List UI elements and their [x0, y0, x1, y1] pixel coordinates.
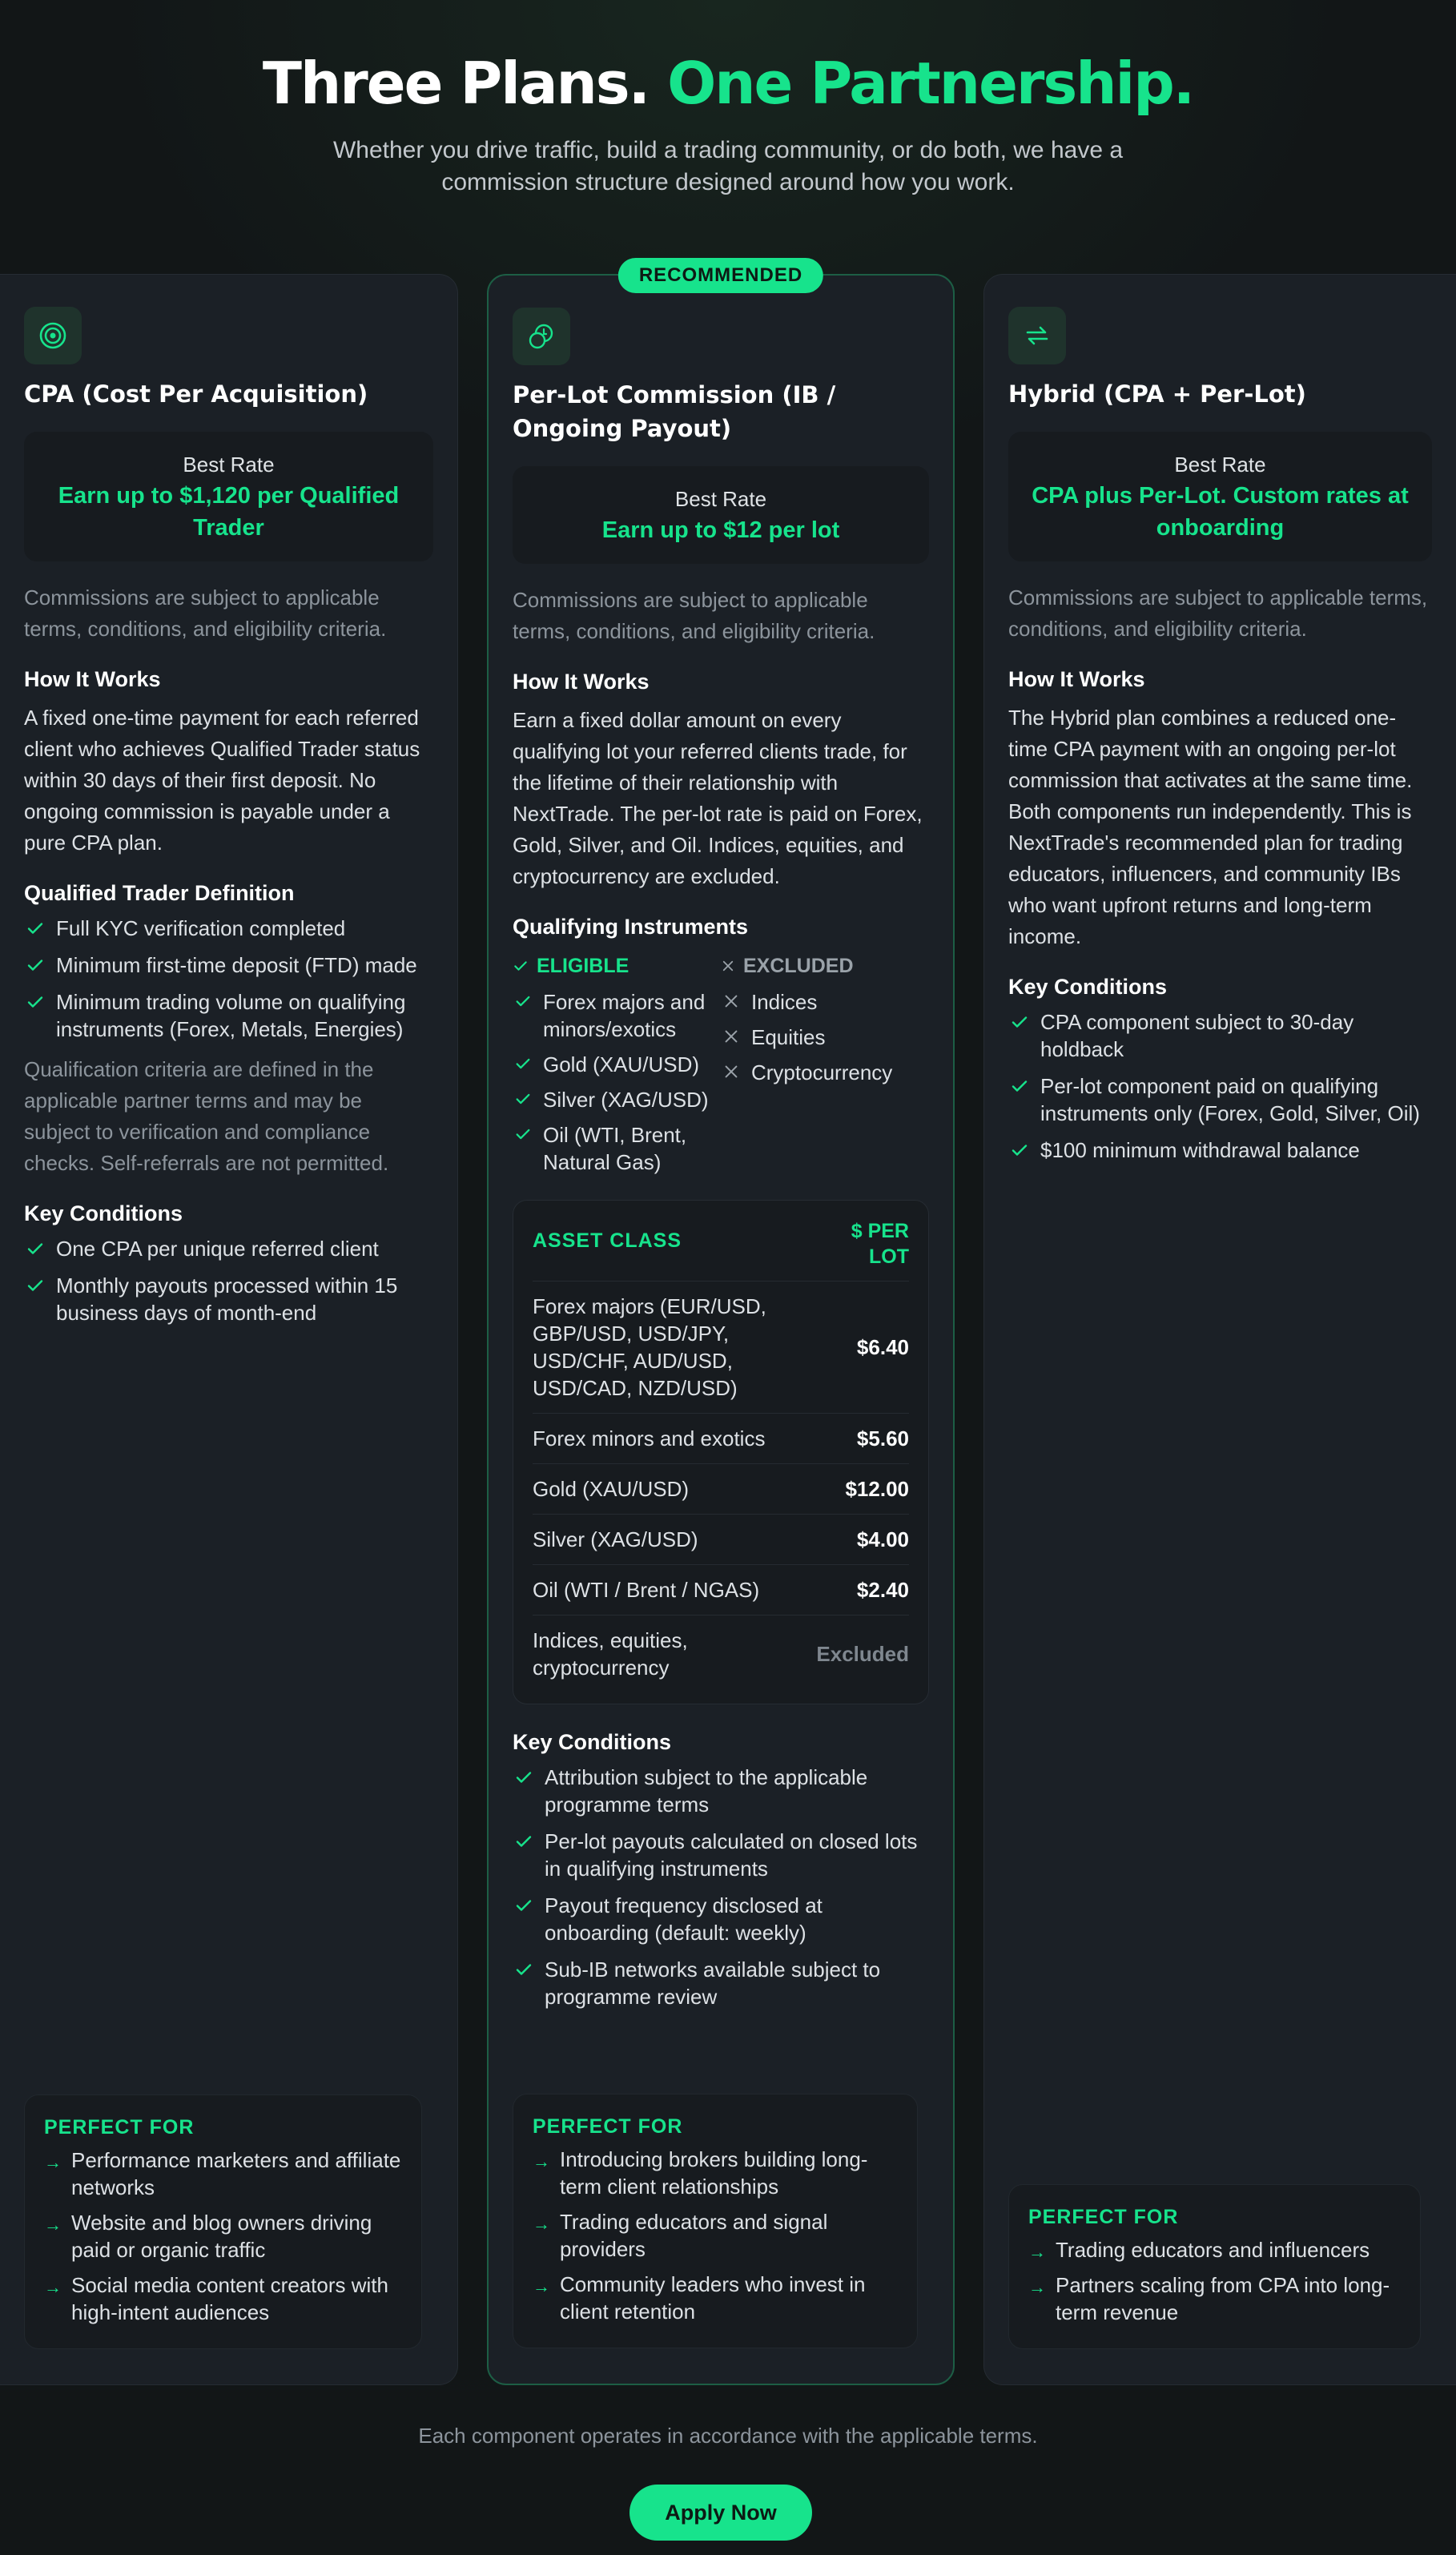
eligible-item-text: Oil (WTI, Brent, Natural Gas): [543, 1123, 687, 1174]
how-it-works-text: A fixed one-time payment for each referred client who achieves Qualified Trader status within 30 days of their first deposit. No ongoing commission is payable under a pure CPA plan.: [24, 706, 420, 855]
list-item: [24, 1235, 433, 1262]
list-item-text: Trading educators and signal providers: [560, 2210, 828, 2261]
list-item: [533, 2271, 898, 2325]
qualified-trader-heading: Qualified Trader Definition: [24, 881, 295, 905]
check-icon: [26, 919, 45, 938]
excluded-item-text: Cryptocurrency: [751, 1060, 893, 1084]
per-lot-header: $ PER LOT: [851, 1220, 909, 1268]
check-icon: [1010, 1012, 1029, 1032]
perfect-for-heading: PERFECT FOR: [44, 2116, 195, 2139]
list-item-text: One CPA per unique referred client: [56, 1237, 379, 1261]
list-item: [44, 2209, 402, 2263]
qualifying-instruments-heading: Qualifying Instruments: [513, 915, 749, 939]
list-item: [513, 1956, 929, 2010]
check-icon: [26, 1239, 45, 1258]
plan-card-cpa: [0, 274, 458, 2385]
list-item-text: Payout frequency disclosed at onboarding (default: weekly): [545, 1893, 823, 1945]
eligible-item-text: Silver (XAG/USD): [543, 1088, 709, 1112]
asset-rate: $12.00: [845, 1476, 909, 1501]
how-it-works-heading: How It Works: [513, 670, 650, 694]
key-conditions-list: [24, 1235, 433, 1326]
table-row: [533, 1413, 909, 1463]
eligible-column: [513, 952, 721, 1176]
check-icon: [514, 1055, 532, 1072]
asset-name: Indices, equities, cryptocurrency: [533, 1628, 688, 1680]
list-item-text: Monthly payouts processed within 15 business days of month-end: [56, 1273, 398, 1325]
arrow-right-icon: →: [44, 2152, 62, 2172]
list-item: [1008, 1008, 1432, 1063]
best-rate-box: [513, 466, 929, 564]
plan-title: CPA (Cost Per Acquisition): [24, 380, 368, 408]
footer-note: Each component operates in accordance with the applicable terms.: [418, 2424, 1038, 2448]
key-conditions-list: [1008, 1008, 1432, 1164]
perfect-for-heading: PERFECT FOR: [533, 2115, 683, 2138]
asset-class-header: ASSET CLASS: [533, 1229, 682, 1252]
list-item: [1008, 1137, 1432, 1164]
list-item-text: Minimum first-time deposit (FTD) made: [56, 953, 417, 977]
plan-title: Per-Lot Commission (IB / Ongoing Payout): [513, 381, 836, 442]
best-rate-value: Earn up to $1,120 per Qualified Trader: [58, 483, 400, 541]
eligible-heading: [513, 952, 721, 980]
list-item-text: Attribution subject to the applicable programme terms: [545, 1765, 868, 1817]
list-item: [24, 915, 433, 942]
list-item: [1028, 2236, 1401, 2263]
best-rate-label: Best Rate: [674, 487, 767, 511]
asset-rate: $4.00: [856, 1527, 909, 1551]
how-it-works-heading: How It Works: [24, 667, 161, 691]
list-item-text: Per-lot component paid on qualifying instruments only (Forex, Gold, Silver, Oil): [1040, 1074, 1420, 1125]
list-item: [513, 1828, 929, 1882]
qualified-trader-list: [24, 915, 433, 1043]
check-icon: [1010, 1076, 1029, 1096]
check-icon: [26, 1276, 45, 1295]
x-icon: [722, 992, 740, 1010]
eligible-item: [513, 988, 721, 1043]
best-rate-box: [1008, 432, 1432, 561]
asset-rate: $6.40: [856, 1334, 909, 1359]
list-item: [533, 2146, 898, 2200]
title-part-1: Three Plans.: [262, 50, 650, 117]
how-it-works-heading: How It Works: [1008, 667, 1145, 691]
plan-title: Hybrid (CPA + Per-Lot): [1008, 380, 1306, 408]
eligible-item: [513, 1086, 721, 1113]
section-header: [0, 46, 1456, 199]
list-item-text: $100 minimum withdrawal balance: [1040, 1138, 1360, 1162]
eligible-item: [513, 1051, 721, 1078]
table-row: [533, 1281, 909, 1413]
check-icon: [514, 1960, 533, 1979]
coins-icon: [513, 308, 570, 365]
arrow-right-icon: →: [1028, 2242, 1046, 2262]
title-part-2: One Partnership.: [667, 50, 1194, 117]
asset-name: Gold (XAU/USD): [533, 1477, 690, 1501]
how-it-works-text: The Hybrid plan combines a reduced one-time CPA payment with an ongoing per-lot commission that activates at the same time. Both components run independently. This is NextTrade's recommended plan for trading educators, influencers, and community IBs who want upfront returns and long-term income.: [1008, 706, 1413, 948]
perfect-for-list: [44, 2147, 402, 2326]
check-icon: [514, 1125, 532, 1143]
perfect-for-box: [513, 2094, 918, 2348]
asset-name: Silver (XAG/USD): [533, 1527, 698, 1551]
x-icon: [722, 1028, 740, 1045]
perfect-for-heading: PERFECT FOR: [1028, 2206, 1179, 2228]
best-rate-label: Best Rate: [183, 453, 275, 477]
list-item: [1008, 1072, 1432, 1127]
swap-icon: [1008, 307, 1066, 364]
asset-rate: $5.60: [856, 1426, 909, 1451]
excluded-item-text: Indices: [751, 990, 818, 1014]
key-conditions-heading: Key Conditions: [24, 1201, 183, 1225]
table-row: [533, 1615, 909, 1692]
plan-card-hybrid: [983, 274, 1456, 2385]
excluded-item: [721, 1059, 929, 1086]
best-rate-value: CPA plus Per-Lot. Custom rates at onboarding: [1032, 483, 1409, 541]
disclaimer: Commissions are subject to applicable terms, conditions, and eligibility criteria.: [24, 585, 387, 641]
excluded-column: [721, 952, 929, 1176]
list-item: [1028, 2271, 1401, 2326]
disclaimer: Commissions are subject to applicable terms, conditions, and eligibility criteria.: [513, 588, 875, 643]
asset-rate: Excluded: [816, 1641, 909, 1666]
rate-table: [513, 1200, 929, 1704]
excluded-item: [721, 988, 929, 1016]
list-item-text: Trading educators and influencers: [1056, 2238, 1370, 2262]
perfect-for-list: [1028, 2236, 1401, 2326]
disclaimer: Commissions are subject to applicable terms, conditions, and eligibility criteria.: [1008, 585, 1428, 641]
how-it-works-text: Earn a fixed dollar amount on every qualifying lot your referred clients trade, for the lifetime of their relationship with NextTrade. The per-lot rate is paid on Forex, Gold, Silver, and Oil. Indices, equities, and cryptocurrency are excluded.: [513, 708, 923, 888]
best-rate-label: Best Rate: [1174, 453, 1266, 477]
list-item-text: Sub-IB networks available subject to programme review: [545, 1957, 881, 2009]
check-icon: [514, 1090, 532, 1108]
list-item-text: Minimum trading volume on qualifying instruments (Forex, Metals, Energies): [56, 990, 406, 1041]
list-item: [24, 952, 433, 979]
arrow-right-icon: →: [44, 2215, 62, 2235]
check-icon: [26, 956, 45, 975]
x-icon: [722, 1063, 740, 1080]
best-rate-box: [24, 432, 433, 561]
table-row: [533, 1514, 909, 1564]
list-item-text: Full KYC verification completed: [56, 916, 346, 940]
check-icon: [514, 1768, 533, 1787]
best-rate-value: Earn up to $12 per lot: [601, 517, 840, 543]
check-icon: [514, 1832, 533, 1851]
list-item: [44, 2147, 402, 2201]
check-icon: [26, 992, 45, 1012]
arrow-right-icon: →: [44, 2277, 62, 2297]
check-icon: [514, 992, 532, 1010]
arrow-right-icon: →: [533, 2276, 550, 2296]
excluded-heading: [721, 952, 929, 980]
target-icon: [24, 307, 82, 364]
list-item: [513, 1764, 929, 1818]
excluded-item-text: Equities: [751, 1025, 826, 1049]
perfect-for-box: [24, 2094, 422, 2349]
list-item-text: Community leaders who invest in client retention: [560, 2272, 866, 2324]
apply-now-button[interactable]: Apply Now: [629, 2485, 812, 2541]
list-item: [533, 2208, 898, 2263]
qualifying-instruments: [513, 952, 929, 1176]
plan-card-per-lot: [487, 264, 955, 2385]
arrow-right-icon: →: [1028, 2277, 1046, 2297]
list-item-text: Website and blog owners driving paid or organic traffic: [71, 2211, 372, 2262]
perfect-for-box: [1008, 2184, 1421, 2349]
page-subtitle: Whether you drive traffic, build a trading community, or do both, we have a commission structure designed around how you work.: [332, 137, 1124, 195]
table-row: [533, 1564, 909, 1615]
list-item-text: Per-lot payouts calculated on closed lots in qualifying instruments: [545, 1829, 918, 1881]
x-icon: [721, 959, 735, 973]
excluded-label: EXCLUDED: [743, 955, 854, 977]
check-icon: [514, 1896, 533, 1915]
key-conditions-heading: Key Conditions: [513, 1730, 672, 1754]
check-icon: [513, 958, 529, 974]
asset-rate: $2.40: [856, 1577, 909, 1602]
page-title: [0, 46, 1456, 120]
list-item: [513, 1892, 929, 1946]
qualification-note: Qualification criteria are defined in the applicable partner terms and may be subject to verification and compliance checks. Self-referrals are not permitted.: [24, 1057, 389, 1175]
recommended-badge: RECOMMENDED: [618, 258, 823, 293]
list-item: [44, 2271, 402, 2326]
arrow-right-icon: →: [533, 2151, 550, 2171]
list-item-text: Partners scaling from CPA into long-term revenue: [1056, 2273, 1390, 2324]
eligible-label: ELIGIBLE: [537, 955, 629, 977]
perfect-for-list: [533, 2146, 898, 2325]
key-conditions-heading: Key Conditions: [1008, 975, 1168, 999]
excluded-item: [721, 1024, 929, 1051]
list-item: [24, 988, 433, 1043]
check-icon: [1010, 1141, 1029, 1160]
list-item-text: CPA component subject to 30-day holdback: [1040, 1010, 1354, 1061]
list-item-text: Introducing brokers building long-term client relationships: [560, 2147, 868, 2199]
key-conditions-list: [513, 1764, 929, 2010]
list-item-text: Performance marketers and affiliate networks: [71, 2148, 401, 2199]
arrow-right-icon: →: [533, 2214, 550, 2234]
eligible-item-text: Gold (XAU/USD): [543, 1052, 700, 1076]
table-row: [533, 1463, 909, 1514]
list-item: [24, 1272, 433, 1326]
rate-table-header: [533, 1218, 909, 1281]
asset-name: Forex minors and exotics: [533, 1426, 766, 1451]
asset-name: Forex majors (EUR/USD, GBP/USD, USD/JPY, USD/CHF, AUD/USD, USD/CAD, NZD/USD): [533, 1294, 766, 1400]
list-item-text: Social media content creators with high-intent audiences: [71, 2273, 388, 2324]
eligible-item: [513, 1121, 721, 1176]
asset-name: Oil (WTI / Brent / NGAS): [533, 1578, 760, 1602]
eligible-item-text: Forex majors and minors/exotics: [543, 990, 706, 1041]
